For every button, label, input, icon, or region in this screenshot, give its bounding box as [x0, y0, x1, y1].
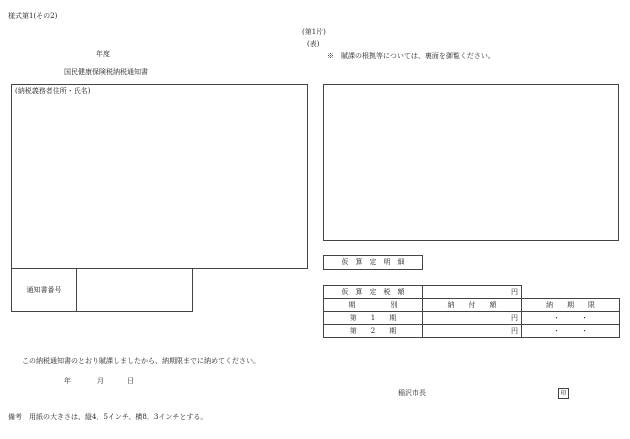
reverse-notice: ※ 賦課の根拠等については、裏面を御覧ください。 [327, 52, 495, 60]
taxpayer-label: (納税義務者住所・氏名) [15, 87, 91, 95]
payment-1-yen: 円 [423, 312, 522, 325]
payment-2-yen: 円 [423, 325, 522, 338]
table-row [324, 325, 620, 338]
provisional-amount-row [324, 286, 620, 299]
taxpayer-box [11, 84, 308, 269]
table-row [324, 312, 620, 325]
provisional-detail-label: 仮 算 定 明 細 [323, 255, 423, 270]
header-payment: 納 付 額 [423, 299, 522, 312]
document-title: 国民健康保険税納税通知書 [64, 68, 148, 76]
notice-number-table [11, 268, 193, 312]
deadline-2: ・ ・ [522, 325, 620, 338]
form-number: 様式第1(その2) [8, 12, 58, 20]
period-2: 第 2 期 [324, 325, 423, 338]
side-label: (表) [307, 40, 320, 48]
provisional-amount-label: 仮 算 定 税 額 [324, 286, 423, 299]
table-header-row [324, 299, 620, 312]
notice-number-label: 通知書番号 [12, 269, 77, 312]
seal-mark: 印 [558, 388, 569, 399]
mayor-name: 稲沢市長 [398, 389, 426, 397]
period-1: 第 1 期 [324, 312, 423, 325]
payment-table [323, 285, 620, 338]
fiscal-year: 年度 [96, 50, 110, 58]
remark: 備考 用紙の大きさは、縦4．5インチ、横8．3インチとする。 [8, 413, 208, 421]
header-deadline: 納 期 限 [522, 299, 620, 312]
date-month: 月 [97, 377, 104, 385]
date-day: 日 [127, 377, 134, 385]
blank-cell [522, 286, 620, 299]
header-period: 期 別 [324, 299, 423, 312]
copy-label: (第1片) [302, 28, 326, 36]
notice-number-value [77, 269, 193, 312]
date-year: 年 [64, 377, 71, 385]
payment-message: この納税通知書のとおり賦課しましたから、納期限までに納めてください。 [22, 357, 260, 365]
provisional-amount-yen: 円 [423, 286, 522, 299]
assessment-box [323, 84, 619, 241]
deadline-1: ・ ・ [522, 312, 620, 325]
